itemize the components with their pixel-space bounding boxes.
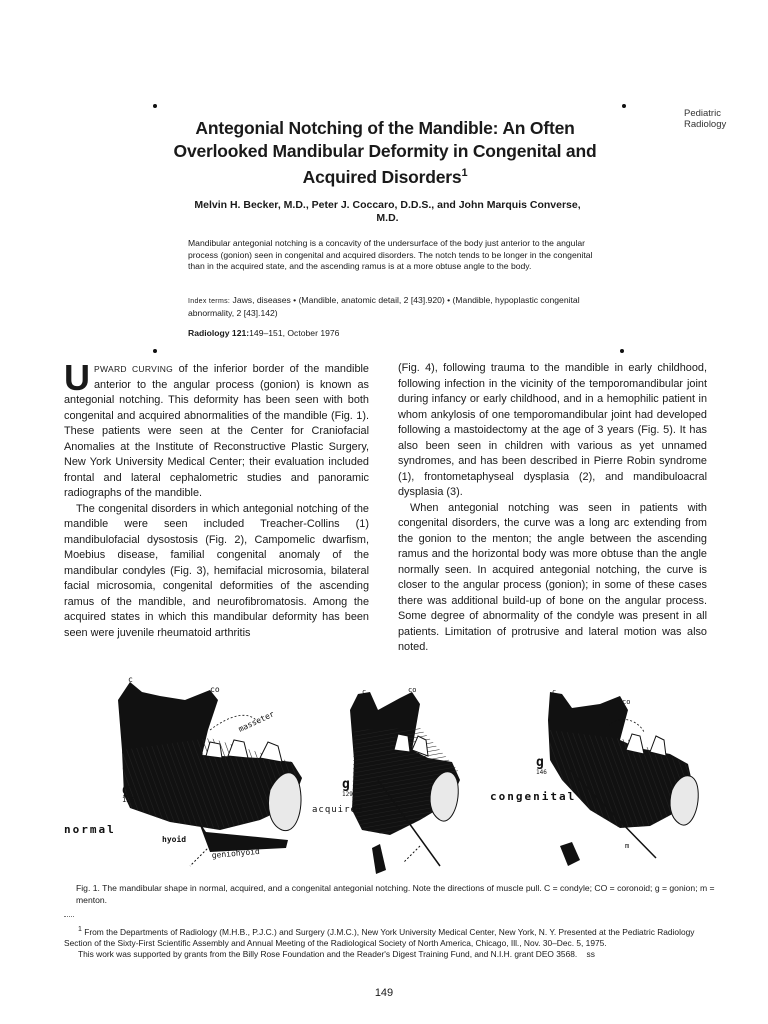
paragraph: (Fig. 4), following trauma to the mandible in early childhood, following infection in the vicinity of the temporomandibular joint during infancy or early childhood, and in a hemophilic patient in whom ankylosis of one temporomandibular joint had developed following a mastoidectomy at the age of 3 years (Fig. 5). It has also been seen in children with various as yet unnamed syndromes, and has been described in Pierre Robin syndrome (1), frontometaphyseal dysplasia (2), and mandibuloacral dysplasia (3). [398, 362, 707, 498]
page-number: 149 [374, 987, 394, 999]
body-column-right [398, 361, 707, 656]
figure-label-g: g [342, 777, 350, 792]
title-footnote-mark: 1 [461, 167, 468, 179]
congenital-mandible-drawing [490, 688, 698, 866]
figure-label-m: m [625, 842, 630, 850]
figure-label-masseter: masseter [237, 709, 276, 734]
normal-mandible-drawing [64, 675, 302, 866]
footnote-divider [64, 916, 74, 917]
figure-angle-normal: 125 [122, 796, 135, 804]
figure-label-c: c [362, 688, 367, 696]
bullet-mark [622, 104, 626, 108]
footnotes [64, 924, 714, 960]
bullet-mark [620, 349, 624, 353]
citation [188, 328, 593, 340]
figure-label-acquired: acquired [312, 805, 364, 815]
article-title-text: Antegonial Notching of the Mandible: An Often Overlooked Mandibular Deformity in Congenital and Acquired Disorders [173, 118, 597, 187]
lead-in: PWARD CURVING [94, 364, 174, 374]
footnote-code: ss [586, 948, 595, 959]
footnote-text: From the Departments of Radiology (M.H.B., P.J.C.) and Surgery (J.M.C.), New York University Medical Center, New York, N. Y. Presented at the Pediatric Radiology Section of the Sixty-First Scientific Assembly and Annual Meeting of the Radiological Society of North America, Chicago, Ill., Nov. 30–Dec. 5, 1975. [64, 926, 695, 948]
figure-label-m: m [280, 841, 285, 850]
footnote [64, 949, 714, 960]
index-terms [188, 295, 593, 319]
figure-angle-acquired: 129 [342, 791, 353, 798]
figure-label-geniohyoid: geniohyoid [211, 846, 261, 860]
figure-label-g: g [122, 782, 131, 798]
figure-label-co: co [622, 698, 631, 706]
footnote-text: This work was supported by grants from the Billy Rose Foundation and the Reader's Digest Training Fund, and N.I.H. grant DEO 3568. [78, 948, 578, 959]
paragraph: The congenital disorders in which antegonial notching of the mandible were seen included Treacher-Collins (1) mandibulofacial dysostosis (Fig. 2), Campomelic dwarfism, Moebius disease, familial congenital anomaly of the mandibular condyles (Fig. 3), hemifacial microsomia, bilateral facial microsomia, congenital deformities of the ascending ramus of the mandible, and neurofibromatosis. Among the acquired states in which this mandibular deformity has been seen were juvenile rheumatoid arthritis [64, 502, 369, 639]
bullet-mark [153, 104, 157, 108]
figure-label-normal: normal [64, 823, 116, 836]
bullet-mark [153, 349, 157, 353]
figure-label-g: g [536, 755, 544, 770]
footnote-mark: 1 [78, 926, 82, 933]
drop-cap: U [64, 357, 90, 398]
journal-tag-line: Pediatric [684, 108, 721, 119]
paragraph [64, 357, 369, 502]
figure-mandible-drawings [60, 670, 720, 880]
body-column-left [64, 357, 369, 641]
figure-label-c: c [128, 675, 133, 684]
figure-label-congenital: congenital [490, 790, 577, 803]
citation-pages: 149–151, October 1976 [249, 328, 340, 338]
article-title [170, 117, 600, 188]
figure-label-c: c [552, 688, 557, 696]
journal-section-tag [684, 108, 754, 130]
figure-label-co: co [408, 686, 417, 694]
index-terms-label: Index terms: [188, 298, 231, 305]
paragraph-text: of the inferior border of the mandible anterior to the angular process (gonion) is known as antegonial notching. This deformity has been seen with both congenital and acquired abnormalities of the mandible (Fig. 1). These patients were seen at the Center for Craniofacial Anomalies at the Institute of Reconstructive Plastic Surgery, New York University Medical Center; their evaluation included frontal and lateral cephalometric studies and panoramic radiographs of the mandible. [64, 363, 369, 499]
figure-angle-congenital: 146 [536, 769, 547, 776]
footnote [64, 924, 714, 949]
author-list: Melvin H. Becker, M.D., Peter J. Coccaro, D.D.S., and John Marquis Converse, M.D. [194, 199, 581, 224]
index-terms-text: Jaws, diseases • (Mandible, anatomic detail, 2 [43].920) • (Mandible, hypoplastic congenital abnormality, 2 [43].142) [188, 295, 580, 318]
citation-volume: Radiology 121: [188, 328, 250, 338]
figure-caption: Fig. 1. The mandibular shape in normal, acquired, and a congenital antegonial notching. Note the directions of muscle pull. C = condyle; CO = coronoid; g = gonion; m = menton. [76, 883, 715, 905]
acquired-mandible-drawing [312, 686, 460, 874]
paragraph: When antegonial notching was seen in patients with congenital disorders, the curve was a long arc extending from the gonion to the menton; the angle between the ascending ramus and the horizontal body was more obtuse than the angle normally seen. In acquired antegonial notching, the curve is closer to the angular process (gonion); in some of these cases there was additional build-up of bone on the angular process. Some degree of abnormality of the condyle was present in all patients. Limitation of protrusive and lateral motion was also noted. [398, 501, 707, 653]
figure-label-co: co [210, 685, 220, 694]
journal-tag-line: Radiology [684, 119, 727, 130]
abstract: Mandibular antegonial notching is a concavity of the undersurface of the body just anterior to the angular process (gonion) seen in congenital and acquired disorders. The notch tends to be longer in the congenital than in the acquired state, and the ascending ramus is at a more obtuse angle to the body. [188, 238, 593, 271]
figure-label-hyoid: hyoid [162, 835, 187, 844]
